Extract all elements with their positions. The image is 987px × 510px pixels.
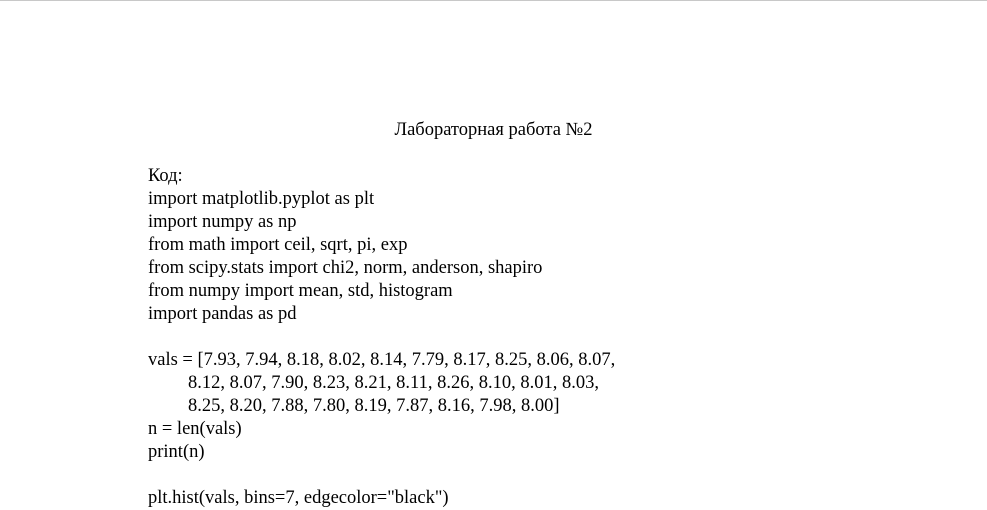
- code-line-import-math: from math import ceil, sqrt, pi, exp: [148, 235, 408, 255]
- code-line-len: n = len(vals): [148, 419, 242, 439]
- code-label: Код:: [148, 166, 183, 186]
- blank-line: [148, 464, 968, 487]
- code-line-hist: plt.hist(vals, bins=7, edgecolor="black"): [148, 488, 449, 508]
- code-line-import-matplotlib: import matplotlib.pyplot as plt: [148, 189, 375, 209]
- code-line-vals-2: 8.12, 8.07, 7.90, 8.23, 8.21, 8.11, 8.26, 8.10, 8.01, 8.03,: [188, 373, 599, 393]
- code-line-import-numpy: import numpy as np: [148, 212, 297, 232]
- document-title: Лабораторная работа №2: [394, 120, 593, 140]
- blank-line: [148, 326, 968, 349]
- code-listing: [148, 165, 968, 510]
- code-line-vals-1: vals = [7.93, 7.94, 8.18, 8.02, 8.14, 7.79, 8.17, 8.25, 8.06, 8.07,: [148, 350, 616, 370]
- code-line-import-pandas: import pandas as pd: [148, 304, 297, 324]
- code-line-import-scipy: from scipy.stats import chi2, norm, anderson, shapiro: [148, 258, 543, 278]
- code-line-import-numpy-funcs: from numpy import mean, std, histogram: [148, 281, 453, 301]
- code-line-vals-3: 8.25, 8.20, 7.88, 7.80, 8.19, 7.87, 8.16, 7.98, 8.00]: [188, 396, 560, 416]
- code-line-print: print(n): [148, 442, 205, 462]
